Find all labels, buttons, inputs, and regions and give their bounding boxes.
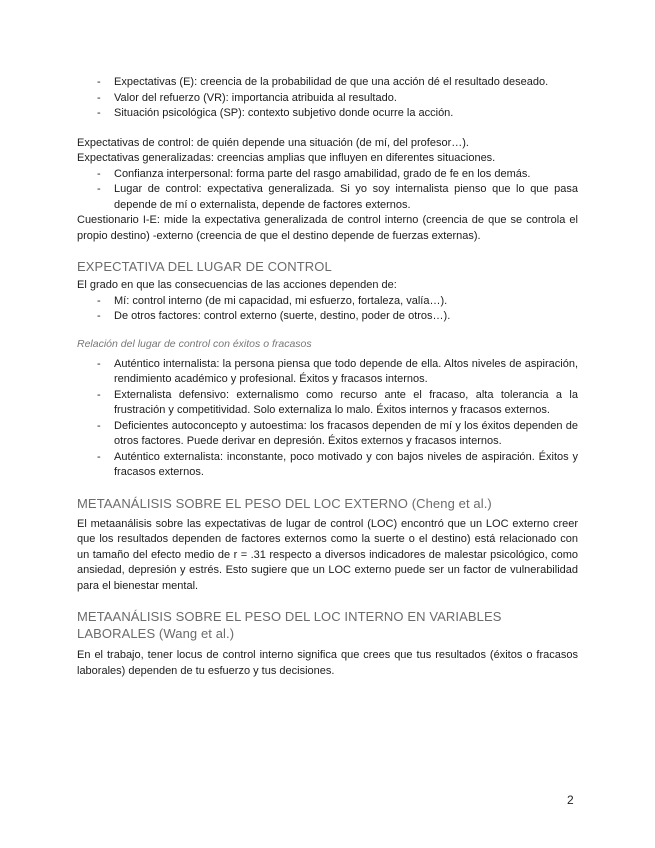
section-heading-locus: EXPECTATIVA DEL LUGAR DE CONTROL xyxy=(77,259,332,274)
intro-list xyxy=(77,75,578,122)
meta-external-body: El metaanálisis sobre las expectativas de lugar de control (LOC) encontró que un LOC externo creer que los resultados dependen de factores externos como la suerte o el destino) está relacionado con un tamaño del efecto medio de r = .31 respecto a diversos indicadores de malestar psicológico, como ansiedad, depresión y estrés. Esto sugiere que un LOC externo puede ser un factor de vulnerabilidad para el bienestar mental. xyxy=(77,517,578,592)
spacer xyxy=(77,122,578,136)
generalized-list xyxy=(77,167,578,214)
list-item: - Deficientes autoconcepto y autoestima: los fracasos dependen de mí y los éxitos dependen de otros factores. Puede derivar en depresión. Éxitos externos y fracasos internos. xyxy=(77,419,578,450)
relation-list xyxy=(77,357,578,481)
section-heading-meta-internal: METAANÁLISIS SOBRE EL PESO DEL LOC INTERNO EN VARIABLES LABORALES (Wang et al.) xyxy=(77,609,502,641)
list-item: - Lugar de control: expectativa generalizada. Si yo soy internalista pienso que lo que pasa depende de mí o externalista, depende de factores externos. xyxy=(77,182,578,213)
generalized-expectations-text: Expectativas generalizadas: creencias amplias que influyen en diferentes situaciones. xyxy=(77,152,496,164)
list-item: - Auténtico internalista: la persona piensa que todo depende de ella. Altos niveles de aspiración, rendimiento académico y profesional. Éxitos y fracasos internos. xyxy=(77,357,578,388)
list-item: - Auténtico externalista: inconstante, poco motivado y con bajos niveles de aspiración. Éxitos y fracasos externos. xyxy=(77,450,578,481)
list-item: - Situación psicológica (SP): contexto subjetivo donde ocurre la acción. xyxy=(77,106,578,122)
list-item: - Expectativas (E): creencia de la probabilidad de que una acción dé el resultado deseado. xyxy=(77,75,578,91)
questionnaire-text: Cuestionario I-E: mide la expectativa generalizada de control interno (creencia de que se controla el propio destino) -externo (creencia de que el destino depende de fuerzas externas). xyxy=(77,214,578,242)
list-item: - Valor del refuerzo (VR): importancia atribuida al resultado. xyxy=(77,91,578,107)
list-item: - De otros factores: control externo (suerte, destino, poder de otros…). xyxy=(77,309,578,325)
locus-intro-text: El grado en que las consecuencias de las acciones dependen de: xyxy=(77,279,397,291)
control-expectations-text: Expectativas de control: de quién depende una situación (de mí, del profesor…). xyxy=(77,136,469,149)
relation-subheading: Relación del lugar de control con éxitos o fracasos xyxy=(77,337,312,350)
meta-internal-body: En el trabajo, tener locus de control interno significa que crees que tus resultados (éxitos o fracasos laborales) dependen de tu esfuerzo y tus decisiones. xyxy=(77,649,578,677)
document-page xyxy=(77,75,578,679)
list-item: - Mí: control interno (de mi capacidad, mi esfuerzo, fortaleza, valía…). xyxy=(77,294,578,310)
list-item: - Externalista defensivo: externalismo como recurso ante el fracaso, alta tolerancia a la frustración y competitividad. Solo externaliza lo malo. Éxitos internos y fracasos externos. xyxy=(77,388,578,419)
spacer xyxy=(77,244,578,258)
section-heading-meta-external: METAANÁLISIS SOBRE EL PESO DEL LOC EXTERNO (Cheng et al.) xyxy=(77,495,492,511)
list-item: - Confianza interpersonal: forma parte del rasgo amabilidad, grado de fe en los demás. xyxy=(77,167,578,183)
locus-list xyxy=(77,294,578,325)
page-number: 2 xyxy=(567,793,574,807)
